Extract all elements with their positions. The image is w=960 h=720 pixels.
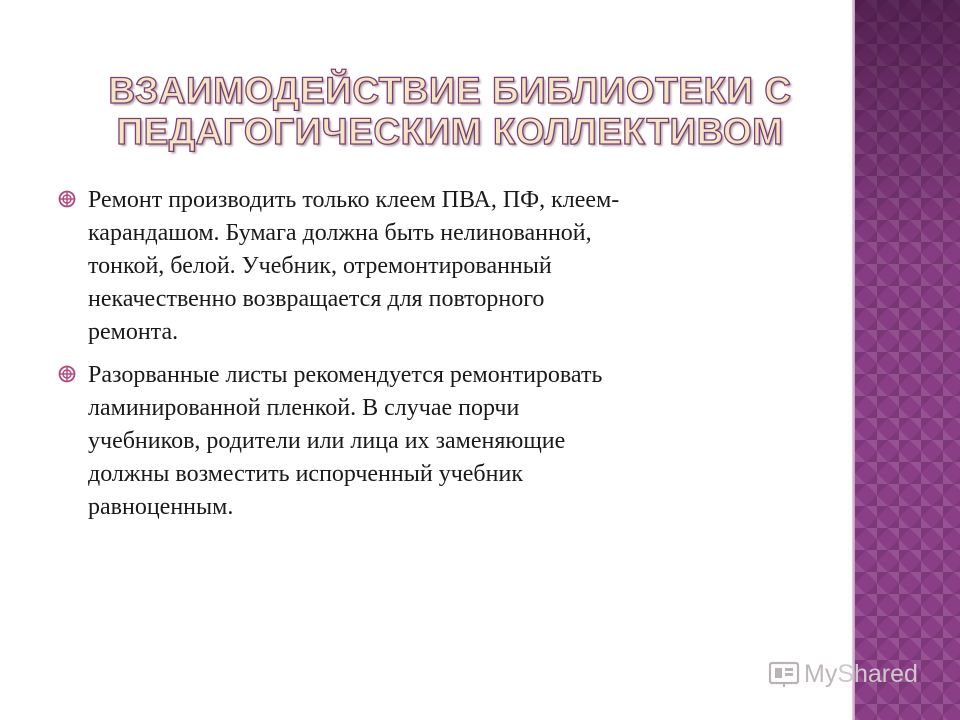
watermark-shared: Shared (837, 659, 918, 688)
bullet-circle-cross-icon (58, 190, 76, 208)
title-line-1: ВЗАИМОДЕЙСТВИЕ БИБЛИОТЕКИ С (108, 70, 792, 111)
slide-content (58, 184, 808, 534)
bullet-item (58, 184, 808, 349)
bullet-item (58, 359, 808, 524)
watermark-my: My (804, 659, 838, 688)
bullet-text: Ремонт производить только клеем ПВА, ПФ, клеем- карандашом. Бумага должна быть нелинованной, тонкой, белой. Учебник, отремонтированный некачественно возвращается для повторного ремонта. (88, 187, 620, 345)
bullet-text: Разорванные листы рекомендуется ремонтировать ламинированной пленкой. В случае порчи учебников, родители или лица их заменяющие должны возместить испорченный учебник равноценным. (88, 362, 603, 520)
myshared-watermark (768, 656, 918, 692)
title-line-2: ПЕДАГОГИЧЕСКИМ КОЛЛЕКТИВОМ (116, 111, 784, 152)
bullet-circle-cross-icon (58, 365, 76, 383)
slide-title (60, 70, 840, 152)
decorative-side-band (855, 0, 960, 720)
myshared-logo-icon (768, 659, 800, 689)
